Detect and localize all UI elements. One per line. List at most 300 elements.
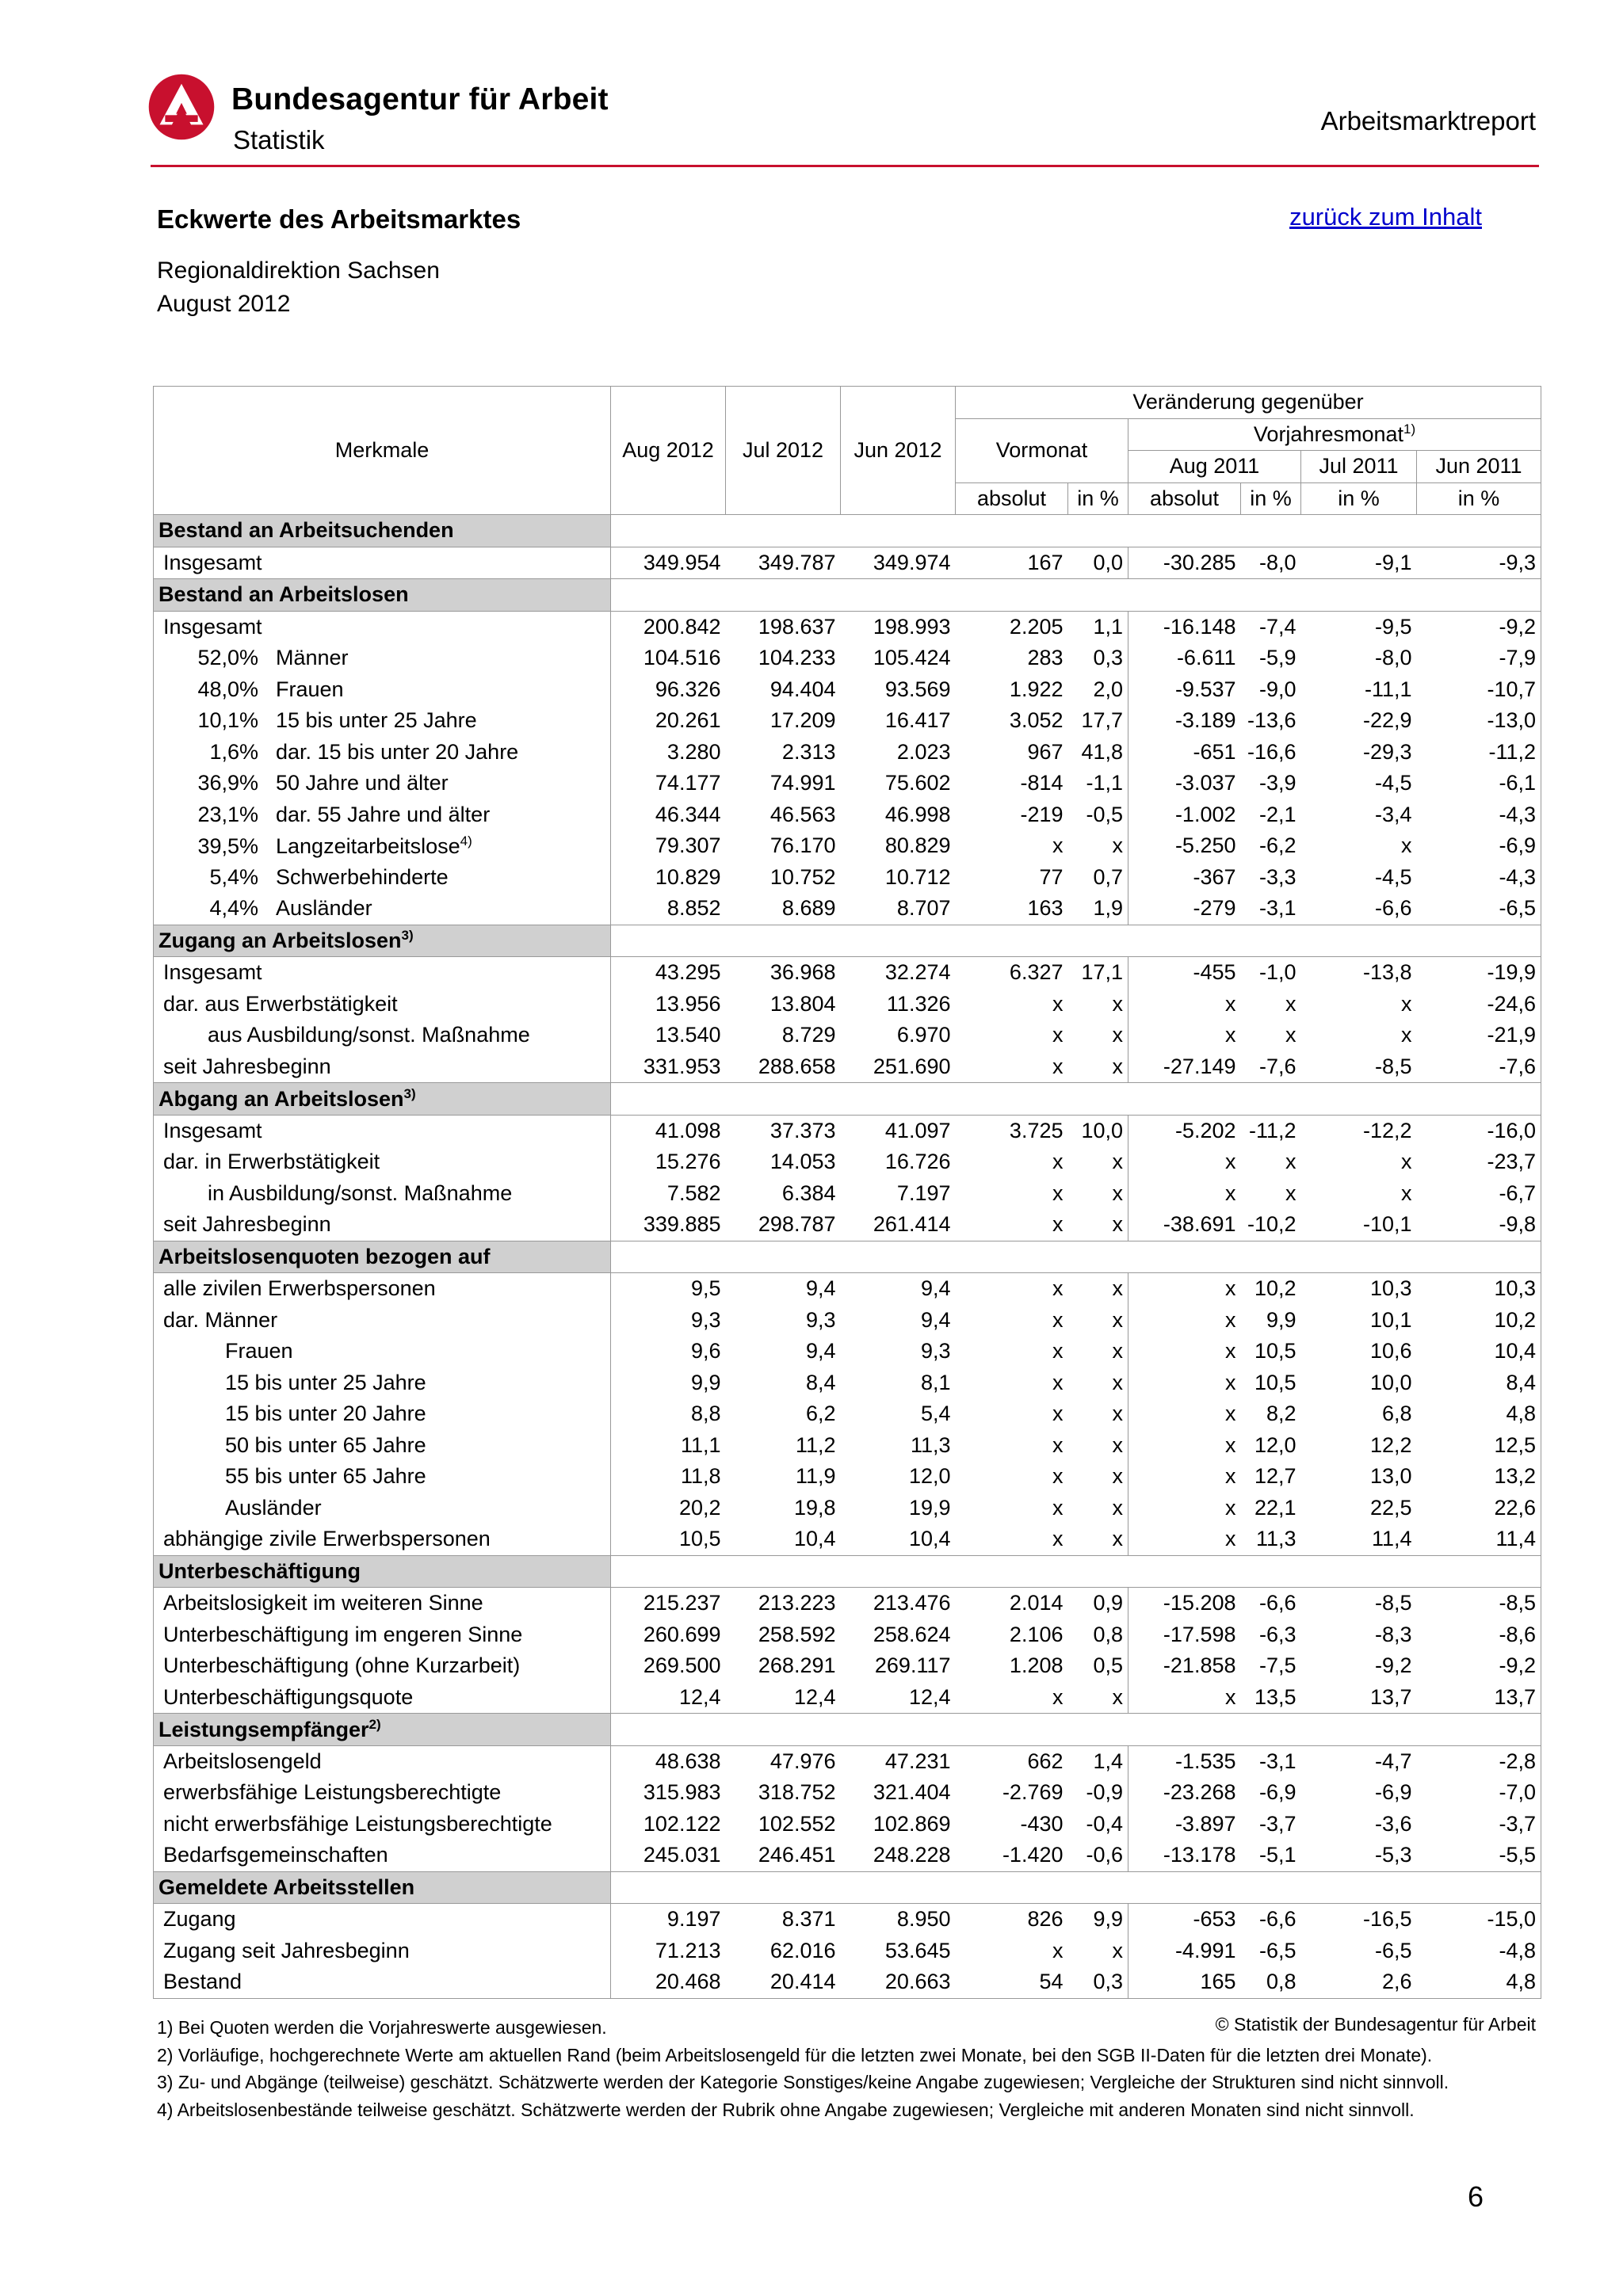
table-cell: 0,7 (1093, 864, 1123, 889)
table-cell: -6,5 (1258, 1938, 1296, 1962)
table-cell: x (1128, 1178, 1241, 1210)
table-cell: x (1128, 1305, 1241, 1337)
table-cell: 19,9 (908, 1495, 951, 1520)
table-cell: -4.991 (1128, 1936, 1241, 1967)
table-cell: 13,7 (1301, 1682, 1417, 1714)
table-cell: -4,7 (1374, 1749, 1412, 1773)
table-row (154, 768, 1541, 799)
table-cell: x (1112, 1402, 1123, 1426)
table-cell: 7.197 (896, 1180, 951, 1205)
table-cell: -3.037 (1128, 768, 1241, 799)
row-label: dar. in Erwerbstätigkeit (154, 1146, 611, 1178)
table-cell: -2.769 (1002, 1780, 1064, 1805)
table-cell: x (1068, 1209, 1128, 1241)
row-label: seit Jahresbeginn (154, 1051, 611, 1083)
table-row (154, 1966, 1541, 1998)
table-row (154, 1682, 1541, 1714)
row-label: 1,6% dar. 15 bis unter 20 Jahre (154, 737, 611, 769)
table-cell: x (1128, 989, 1241, 1020)
table-cell: 13,0 (1369, 1464, 1412, 1489)
table-cell: 2.205 (1009, 614, 1064, 639)
table-cell: 13,5 (1241, 1682, 1301, 1714)
table-cell: 9,4 (920, 1307, 951, 1332)
table-cell: -27.149 (1128, 1051, 1241, 1083)
table-cell: 6.970 (896, 1023, 951, 1047)
table-cell: -2,1 (1258, 802, 1296, 826)
table-cell: -21,9 (1417, 1020, 1541, 1051)
table-cell: 10.752 (769, 864, 836, 889)
table-cell: 71.213 (655, 1938, 721, 1962)
table-cell: x (956, 1524, 1068, 1555)
table-cell: 5,4 (920, 1402, 951, 1426)
table-cell: 288.658 (726, 1051, 841, 1083)
table-cell: -9,5 (1374, 614, 1412, 639)
row-label: 36,9% 50 Jahre und älter (154, 768, 611, 799)
table-cell: -6,9 (1374, 1780, 1412, 1805)
table-cell: -6,1 (1417, 768, 1541, 799)
table-cell: x (1128, 1273, 1241, 1305)
table-cell: -12,2 (1362, 1118, 1412, 1142)
table-cell: 1,9 (1068, 893, 1128, 925)
col-vormonat-pct: in % (1068, 482, 1128, 515)
table-cell: -10,7 (1417, 674, 1541, 706)
table-cell: 104.233 (758, 646, 836, 670)
table-row (154, 611, 1541, 643)
table-row (154, 1936, 1541, 1967)
table-cell: 12,4 (841, 1682, 956, 1714)
table-cell: 9,4 (805, 1339, 836, 1363)
table-cell: 9,4 (805, 1276, 836, 1301)
region-label: Regionaldirektion Sachsen (157, 257, 440, 284)
table-cell: -4,8 (1417, 1936, 1541, 1967)
table-cell: -4,3 (1417, 862, 1541, 894)
table-cell: -3.897 (1128, 1809, 1241, 1840)
table-cell: 11,9 (795, 1464, 836, 1489)
footnote: 4) Arbeitslosenbestände teilweise geschätzt. Schätzwerte werden der Rubrik ohne Angabe zugewiesen; Vergleiche mit anderen Monaten sind nicht sinnvoll. (157, 2099, 1415, 2120)
table-cell: 17,1 (1081, 960, 1123, 985)
table-cell: 41.098 (655, 1118, 721, 1142)
row-label: 48,0% Frauen (154, 674, 611, 706)
table-cell: 48.638 (655, 1749, 721, 1773)
table-cell: x (1128, 1020, 1241, 1051)
table-cell: 13.956 (655, 991, 721, 1016)
table-cell: 268.291 (758, 1653, 836, 1678)
table-row (154, 1493, 1541, 1524)
table-cell: -9,2 (1417, 611, 1541, 643)
table-cell: -19,9 (1417, 957, 1541, 989)
table-cell: 8.852 (611, 893, 726, 925)
table-row (154, 1840, 1541, 1871)
table-row (154, 1020, 1541, 1051)
table-cell: 6,2 (805, 1402, 836, 1426)
col-jul2011-pct: in % (1301, 482, 1417, 515)
col-vormonat: Vormonat (956, 418, 1128, 482)
section-blank (611, 1714, 1541, 1746)
table-cell: 8,2 (1266, 1402, 1296, 1426)
table-cell: x (1112, 1938, 1123, 1962)
table-cell: -9,2 (1417, 1650, 1541, 1682)
copyright-notice: © Statistik der Bundesagentur für Arbeit (1215, 2014, 1536, 2035)
footnote: 2) Vorläufige, hochgerechnete Werte am aktuellen Rand (beim Arbeitslosengeld für die letzten zwei Monate, bei den SGB II-Daten für die letzten drei Monate). (157, 2044, 1433, 2065)
section-header-row (154, 515, 1541, 547)
table-cell: 9,3 (920, 1339, 951, 1363)
table-cell: x (956, 1209, 1068, 1241)
table-cell: 198.993 (873, 614, 951, 639)
table-cell: -3,3 (1258, 864, 1296, 889)
table-cell: x (1052, 1307, 1064, 1332)
table-cell: 41,8 (1081, 739, 1123, 764)
table-cell: x (1068, 1524, 1128, 1555)
table-cell: 9,9 (690, 1370, 721, 1394)
table-cell: 80.829 (884, 833, 951, 858)
section-title: Gemeldete Arbeitsstellen (154, 1871, 611, 1904)
col-merkmale: Merkmale (154, 387, 611, 515)
col-aug-2011: Aug 2011 (1128, 451, 1301, 483)
table-cell: 79.307 (655, 833, 721, 858)
table-cell: 246.451 (726, 1840, 841, 1871)
table-cell: x (1285, 1150, 1296, 1174)
table-cell: 10,2 (1417, 1305, 1541, 1337)
table-cell: -24,6 (1417, 989, 1541, 1020)
table-row (154, 1588, 1541, 1619)
row-label: abhängige zivile Erwerbspersonen (154, 1524, 611, 1555)
table-cell: x (1112, 1370, 1123, 1394)
table-cell: 16.726 (884, 1150, 951, 1174)
table-cell: 213.223 (758, 1591, 836, 1615)
row-label: Unterbeschäftigungsquote (154, 1682, 611, 1714)
section-title: Bestand an Arbeitslosen (154, 579, 611, 612)
table-cell: -6.611 (1128, 643, 1241, 674)
table-cell: 17.209 (769, 708, 836, 733)
table-cell: -8,5 (1301, 1051, 1417, 1083)
section-blank (611, 1555, 1541, 1588)
table-cell: -5.202 (1128, 1115, 1241, 1146)
table-cell: -9,3 (1417, 547, 1541, 579)
row-label: Ausländer (154, 1493, 611, 1524)
row-label: 52,0% Männer (154, 643, 611, 674)
table-cell: 165 (1128, 1966, 1241, 1998)
col-jul-2011: Jul 2011 (1301, 451, 1417, 483)
col-jul-2012: Jul 2012 (726, 387, 841, 515)
row-label: 5,4% Schwerbehinderte (154, 862, 611, 894)
table-cell: 10,5 (1254, 1339, 1296, 1363)
table-cell: x (1128, 1367, 1241, 1399)
table-cell: 11,8 (680, 1464, 721, 1489)
table-cell: x (1052, 1402, 1064, 1426)
table-cell: 215.237 (643, 1591, 721, 1615)
table-cell: 9.197 (666, 1907, 721, 1932)
table-cell: -3,7 (1417, 1809, 1541, 1840)
table-cell: x (1128, 1336, 1241, 1367)
table-cell: 15.276 (655, 1150, 721, 1174)
table-cell: -15.208 (1128, 1588, 1241, 1619)
table-cell: -814 (1020, 771, 1064, 795)
table-cell: -0,5 (1086, 802, 1123, 826)
table-cell: -8,3 (1374, 1622, 1412, 1646)
section-header-row (154, 1083, 1541, 1116)
table-cell: 11.326 (886, 991, 951, 1016)
table-row (154, 1146, 1541, 1178)
table-cell: 9,3 (690, 1307, 721, 1332)
table-cell: 11,3 (910, 1432, 951, 1457)
table-cell: -5,1 (1241, 1840, 1301, 1871)
table-cell: 102.122 (643, 1811, 721, 1836)
table-cell: 20,2 (678, 1495, 721, 1520)
table-cell: 14.053 (769, 1150, 836, 1174)
table-cell: -16,6 (1247, 739, 1296, 764)
table-cell: 22,6 (1417, 1493, 1541, 1524)
table-cell: -1.420 (956, 1840, 1068, 1871)
section-blank (611, 515, 1541, 547)
table-cell: -17.598 (1128, 1619, 1241, 1651)
table-cell: 20.414 (726, 1966, 841, 1998)
table-cell: x (1052, 1150, 1064, 1174)
table-cell: 163 (956, 893, 1068, 925)
table-cell: -6,7 (1417, 1178, 1541, 1210)
row-label: 10,1% 15 bis unter 25 Jahre (154, 705, 611, 737)
table-cell: 10,5 (1254, 1370, 1296, 1394)
table-cell: 349.974 (841, 547, 956, 579)
col-vormonat-absolut: absolut (956, 482, 1068, 515)
row-label: 50 bis unter 65 Jahre (154, 1430, 611, 1462)
table-row (154, 1524, 1541, 1555)
section-title: Zugang an Arbeitslosen$^{3)}$ (154, 925, 611, 957)
table-cell: 321.404 (873, 1780, 951, 1805)
row-label: in Ausbildung/sonst. Maßnahme (154, 1178, 611, 1210)
table-row (154, 705, 1541, 737)
table-cell: 11,1 (680, 1432, 721, 1457)
table-row (154, 1619, 1541, 1651)
table-cell: x (1052, 1495, 1064, 1520)
table-cell: x (1112, 991, 1123, 1016)
table-cell: -6,3 (1258, 1622, 1296, 1646)
footnote: 1) Bei Quoten werden die Vorjahreswerte ausgewiesen. (157, 2017, 607, 2038)
table-cell: 213.476 (873, 1591, 951, 1615)
back-to-contents-link[interactable]: zurück zum Inhalt (1289, 203, 1482, 231)
section-blank (611, 1871, 1541, 1904)
table-cell: -16,5 (1362, 1907, 1412, 1932)
table-cell: 102.869 (873, 1811, 951, 1836)
ba-logo-icon (147, 73, 216, 141)
table-cell: -13,6 (1247, 708, 1296, 733)
table-cell: -3,1 (1241, 893, 1301, 925)
table-cell: x (956, 1051, 1068, 1083)
row-label: Insgesamt (154, 1115, 611, 1146)
table-cell: -6,6 (1258, 1591, 1296, 1615)
table-cell: -11,1 (1364, 677, 1412, 701)
header-divider (151, 165, 1539, 167)
table-cell: -9,0 (1258, 677, 1296, 701)
table-cell: 47.976 (769, 1749, 836, 1773)
table-cell: 167 (956, 547, 1068, 579)
table-cell: 10,6 (1369, 1339, 1412, 1363)
section-title: Unterbeschäftigung (154, 1555, 611, 1588)
table-cell: -21.858 (1128, 1650, 1241, 1682)
table-cell: 662 (1027, 1749, 1064, 1773)
table-cell: 74.177 (655, 771, 721, 795)
table-row (154, 830, 1541, 862)
row-label: 4,4% Ausländer (154, 893, 611, 925)
table-cell: 349.954 (611, 547, 726, 579)
table-cell: -3,1 (1258, 1749, 1296, 1773)
table-cell: -6,2 (1258, 833, 1296, 858)
table-cell: -3.189 (1128, 705, 1241, 737)
table-cell: 13,2 (1417, 1461, 1541, 1493)
table-cell: 318.752 (758, 1780, 836, 1805)
table-cell: -5,9 (1258, 646, 1296, 670)
table-cell: -13,0 (1417, 705, 1541, 737)
table-cell: -8,5 (1417, 1588, 1541, 1619)
table-cell: x (1112, 1180, 1123, 1205)
table-cell: 198.637 (758, 614, 836, 639)
table-row (154, 1367, 1541, 1399)
table-cell: x (1112, 1307, 1123, 1332)
report-title: Arbeitsmarktreport (1320, 106, 1536, 135)
table-cell: 1,4 (1093, 1749, 1123, 1773)
table-cell: x (1285, 1023, 1296, 1047)
table-cell: -9,1 (1301, 547, 1417, 579)
table-cell: x (1052, 1276, 1064, 1301)
table-cell: -23,7 (1417, 1146, 1541, 1178)
table-row (154, 674, 1541, 706)
table-row (154, 643, 1541, 674)
table-cell: 8.707 (841, 893, 956, 925)
table-cell: 105.424 (873, 646, 951, 670)
table-cell: 298.787 (726, 1209, 841, 1241)
table-cell: -7,6 (1417, 1051, 1541, 1083)
table-cell: -5,5 (1417, 1840, 1541, 1871)
table-cell: 77 (1039, 864, 1064, 889)
table-cell: 245.031 (611, 1840, 726, 1871)
row-label: erwerbsfähige Leistungsberechtigte (154, 1777, 611, 1809)
table-cell: -11,2 (1417, 737, 1541, 769)
table-cell: -8,6 (1417, 1619, 1541, 1651)
table-cell: -5.250 (1128, 830, 1241, 862)
table-cell: 0,8 (1241, 1966, 1301, 1998)
row-label: Insgesamt (154, 611, 611, 643)
table-cell: x (1285, 991, 1296, 1016)
table-cell: 315.983 (643, 1780, 721, 1805)
table-cell: -16,0 (1417, 1115, 1541, 1146)
table-row (154, 1777, 1541, 1809)
row-label: Zugang (154, 1904, 611, 1936)
table-cell: -6,6 (1301, 893, 1417, 925)
table-cell: -2,8 (1417, 1745, 1541, 1777)
row-label: Unterbeschäftigung (ohne Kurzarbeit) (154, 1650, 611, 1682)
table-cell: x (1068, 1051, 1128, 1083)
table-cell: -10,1 (1301, 1209, 1417, 1241)
table-cell: -3,9 (1258, 771, 1296, 795)
table-cell: 349.787 (726, 547, 841, 579)
row-label: Zugang seit Jahresbeginn (154, 1936, 611, 1967)
table-cell: 2.313 (781, 739, 836, 764)
table-cell: x (1052, 1180, 1064, 1205)
table-cell: 11,3 (1241, 1524, 1301, 1555)
table-cell: -38.691 (1128, 1209, 1241, 1241)
col-jun-2012: Jun 2012 (841, 387, 956, 515)
table-cell: x (1112, 1276, 1123, 1301)
table-row (154, 1336, 1541, 1367)
table-cell: 94.404 (769, 677, 836, 701)
table-cell: x (1112, 1023, 1123, 1047)
table-cell: x (1401, 991, 1412, 1016)
table-cell: 12,0 (908, 1464, 951, 1489)
table-cell: 1.208 (1009, 1653, 1064, 1678)
table-row (154, 989, 1541, 1020)
table-cell: 261.414 (841, 1209, 956, 1241)
table-cell: 3.725 (1009, 1118, 1064, 1142)
table-cell: 46.563 (769, 802, 836, 826)
table-cell: 200.842 (643, 614, 721, 639)
table-cell: 12,5 (1417, 1430, 1541, 1462)
table-cell: x (1401, 1023, 1412, 1047)
table-cell: x (1112, 1495, 1123, 1520)
page-title: Eckwerte des Arbeitsmarktes (157, 204, 521, 234)
table-cell: -4,3 (1417, 799, 1541, 831)
brand-name: Bundesagentur für Arbeit (231, 82, 609, 116)
col-aug2011-pct: in % (1241, 482, 1301, 515)
table-row (154, 1305, 1541, 1337)
table-cell: 0,3 (1068, 1966, 1128, 1998)
section-title: Arbeitslosenquoten bezogen auf (154, 1241, 611, 1273)
table-cell: 12,2 (1369, 1432, 1412, 1457)
table-cell: x (1128, 1682, 1241, 1714)
table-cell: -29,3 (1362, 739, 1412, 764)
table-cell: x (1128, 1146, 1241, 1178)
row-label: aus Ausbildung/sonst. Maßnahme (154, 1020, 611, 1051)
table-cell: -7,6 (1241, 1051, 1301, 1083)
table-cell: 22,5 (1369, 1495, 1412, 1520)
table-cell: 6.327 (1009, 960, 1064, 985)
row-label: Unterbeschäftigung im engeren Sinne (154, 1619, 611, 1651)
table-cell: -1,0 (1258, 960, 1296, 985)
table-cell: 10,2 (1254, 1276, 1296, 1301)
table-cell: 9,3 (805, 1307, 836, 1332)
table-cell: 0,5 (1093, 1653, 1123, 1678)
col-aug2011-absolut: absolut (1128, 482, 1241, 515)
table-cell: -367 (1128, 862, 1241, 894)
table-cell: x (1068, 1682, 1128, 1714)
table-cell: -6,9 (1258, 1780, 1296, 1805)
table-row (154, 1904, 1541, 1936)
table-cell: -219 (1020, 802, 1064, 826)
table-row (154, 1430, 1541, 1462)
table-row (154, 1461, 1541, 1493)
table-row (154, 862, 1541, 894)
table-cell: 258.624 (873, 1622, 951, 1646)
footnote: 3) Zu- und Abgänge (teilweise) geschätzt. Schätzwerte werden der Kategorie Sonstiges/keine Angabe zugewiesen; Vergleiche der Strukturen sind nicht sinnvoll. (157, 2072, 1449, 2092)
table-cell: x (1052, 1464, 1064, 1489)
table-cell: 12,7 (1254, 1464, 1296, 1489)
table-cell: 269.117 (874, 1653, 951, 1678)
table-cell: -7,5 (1258, 1653, 1296, 1678)
table-cell: 8,4 (805, 1370, 836, 1394)
table-cell: -9,8 (1417, 1209, 1541, 1241)
table-cell: 53.645 (884, 1938, 951, 1962)
table-cell: 22,1 (1254, 1495, 1296, 1520)
table-row (154, 547, 1541, 579)
table-cell: -455 (1128, 957, 1241, 989)
table-cell: 11,4 (1301, 1524, 1417, 1555)
table-cell: 36.968 (769, 960, 836, 985)
table-cell: 10,4 (841, 1524, 956, 1555)
table-cell: 826 (1027, 1907, 1064, 1932)
table-cell: x (1401, 833, 1412, 858)
page-number: 6 (1467, 2180, 1484, 2213)
table-cell: 12,4 (726, 1682, 841, 1714)
table-cell: -1,1 (1086, 771, 1123, 795)
table-cell: x (1401, 1180, 1412, 1205)
